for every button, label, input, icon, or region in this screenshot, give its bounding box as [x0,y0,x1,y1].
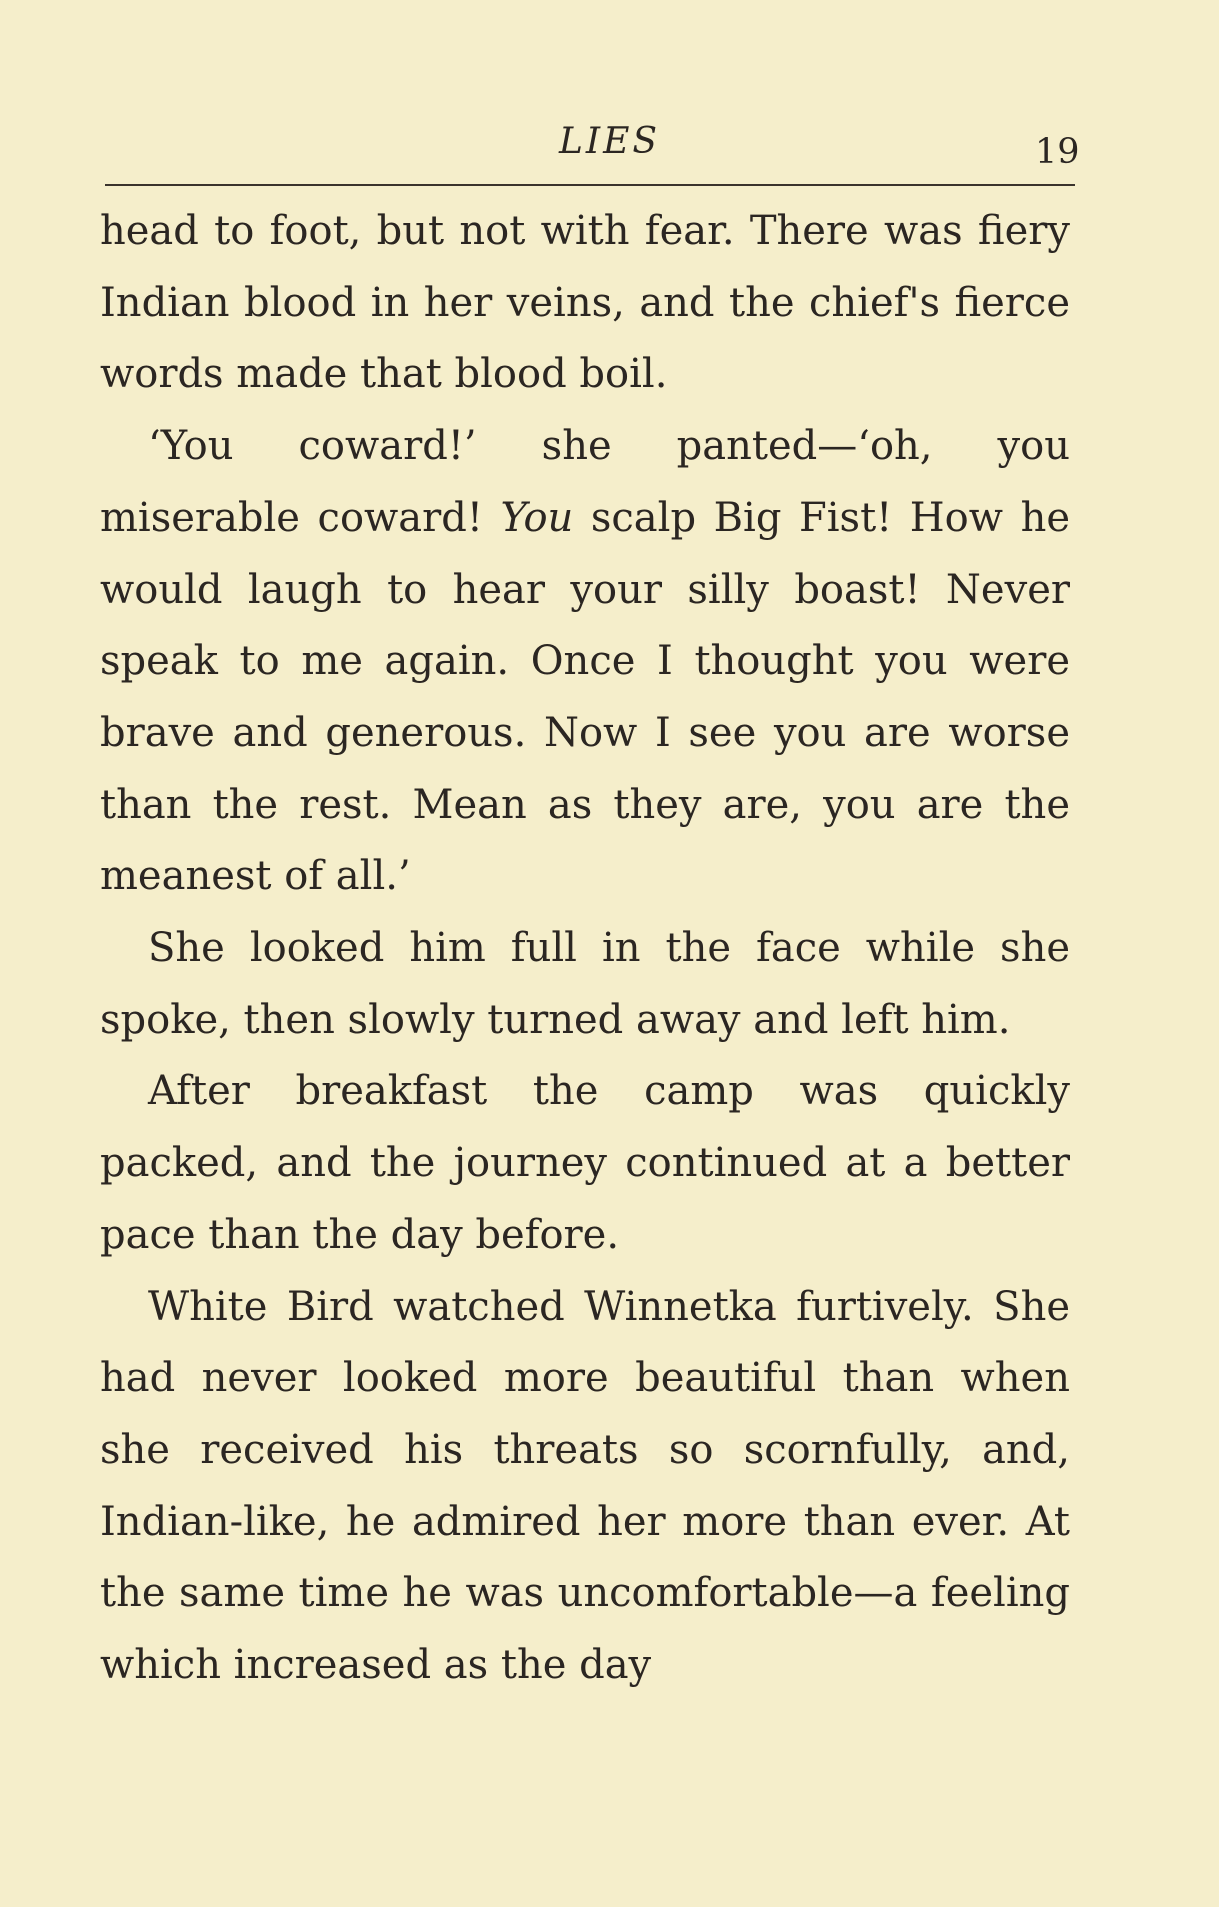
body-text [100,196,1070,1702]
paragraph-2-emphasis: You [500,494,574,541]
paragraph-2-rest: scalp Big Fist! How he would laugh to hear your silly boast! Never speak to me again. Once I thought you were brave and generous. Now I see you are worse than the rest. Mean as they are, you are the meanest of all.’ [100,494,1071,900]
header-rule [105,184,1075,186]
page-number: 19 [1035,132,1080,172]
paragraph-4: After breakfast the camp was quickly packed, and the journey continued at a better pace than the day before. [100,1068,1070,1258]
running-title: LIES [558,121,661,162]
paragraph-2 [100,411,1070,913]
paragraph-1: head to foot, but not with fear. There was fiery Indian blood in her veins, and the chief's fierce words made that blood boil. [100,208,1070,398]
paragraph-3: She looked him full in the face while she spoke, then slowly turned away and left him. [100,925,1070,1043]
paragraph-2-start: ‘You coward!’ she panted—‘oh, you miserable coward! [100,423,1070,541]
paragraph-5: White Bird watched Winnetka furtively. She had never looked more beautiful than when she received his threats so scornfully, and, Indian-like, he admired her more than ever. At the same time he was uncomfortable—a feeling which increased as the day [100,1283,1070,1689]
